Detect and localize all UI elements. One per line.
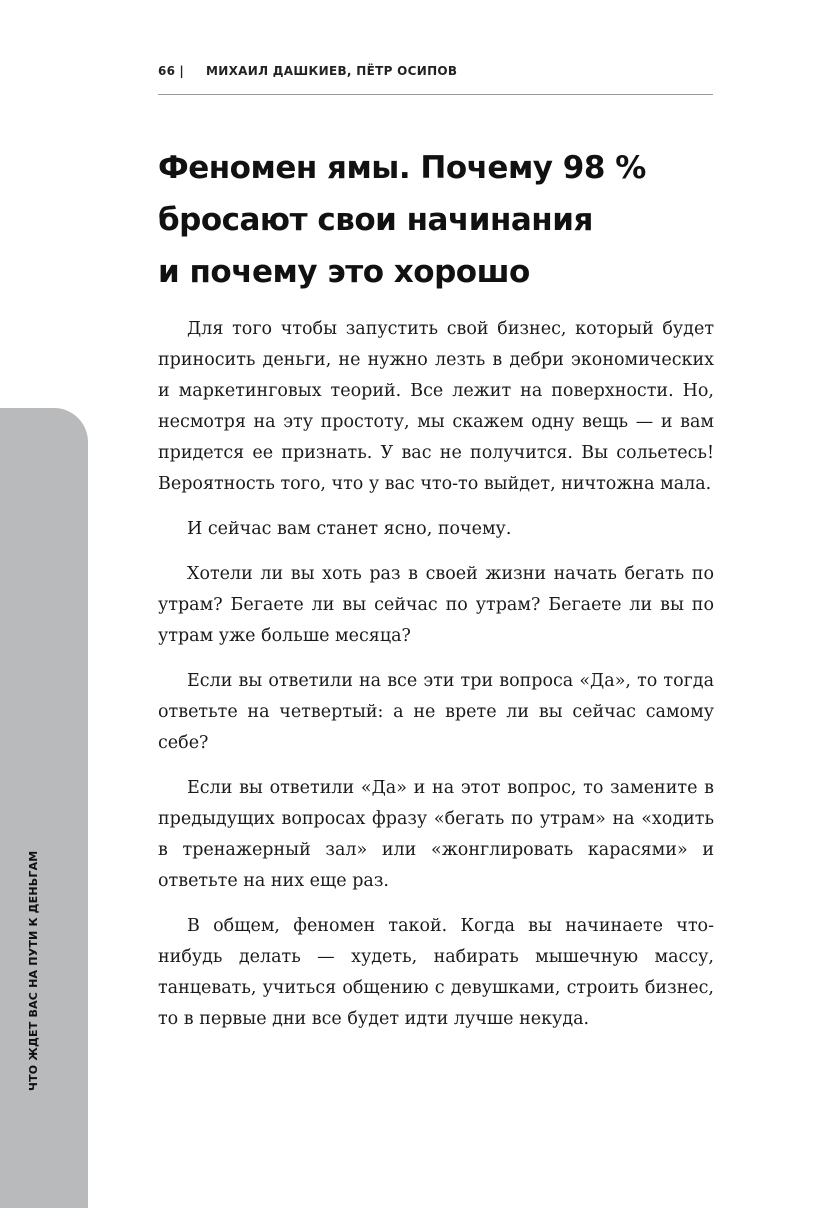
header-authors: МИХАИЛ ДАШКИЕВ, ПЁТР ОСИПОВ [206, 64, 458, 78]
paragraph: Хотели ли вы хоть раз в своей жизни начать бегать по утрам? Бегаете ли вы сейчас по утрам? Бегаете ли вы по утрам уже больше месяца? [158, 564, 714, 646]
chapter-title [158, 142, 718, 298]
chapter-title-line-1: Феномен ямы. Почему 98 % [158, 150, 646, 186]
section-side-tab [0, 408, 88, 1208]
chapter-title-line-2: бросают свои начинания [158, 202, 593, 238]
paragraph: Если вы ответили «Да» и на этот вопрос, то замените в предыдущих вопросах фразу «бегать по утрам» на «ходить в тренажерный зал» или «жонглировать карасями» и ответьте на них еще раз. [158, 778, 714, 891]
section-side-label: ЧТО ЖДЕТ ВАС НА ПУТИ К ДЕНЬГАМ [27, 850, 40, 1091]
paragraph: Если вы ответили на все эти три вопроса «Да», то тогда ответьте на четвертый: а не врете ли вы сейчас самому себе? [158, 671, 714, 753]
paragraph: И сейчас вам станет ясно, почему. [187, 519, 512, 539]
body-text [158, 314, 714, 1049]
page-number: 66 [158, 64, 176, 78]
header-rule [158, 94, 713, 95]
paragraph: Для того чтобы запустить свой бизнес, который будет приносить деньги, не нужно лезть в дебри экономических и маркетинговых теорий. Все лежит на поверхности. Но, несмотря на эту простоту, мы скажем одну вещь — и вам придется ее признать. У вас не получится. Вы сольетесь! Вероятность того, что у вас что-то выйдет, ничтожна мала. [158, 319, 714, 494]
chapter-title-line-3: и почему это хорошо [158, 254, 530, 290]
paragraph: В общем, феномен такой. Когда вы начинаете что-нибудь делать — худеть, набирать мышечную массу, танцевать, учиться общению с девушками, строить бизнес, то в первые дни все будет идти лучше некуда. [158, 916, 714, 1029]
running-header [158, 64, 713, 78]
header-separator: | [179, 64, 184, 78]
